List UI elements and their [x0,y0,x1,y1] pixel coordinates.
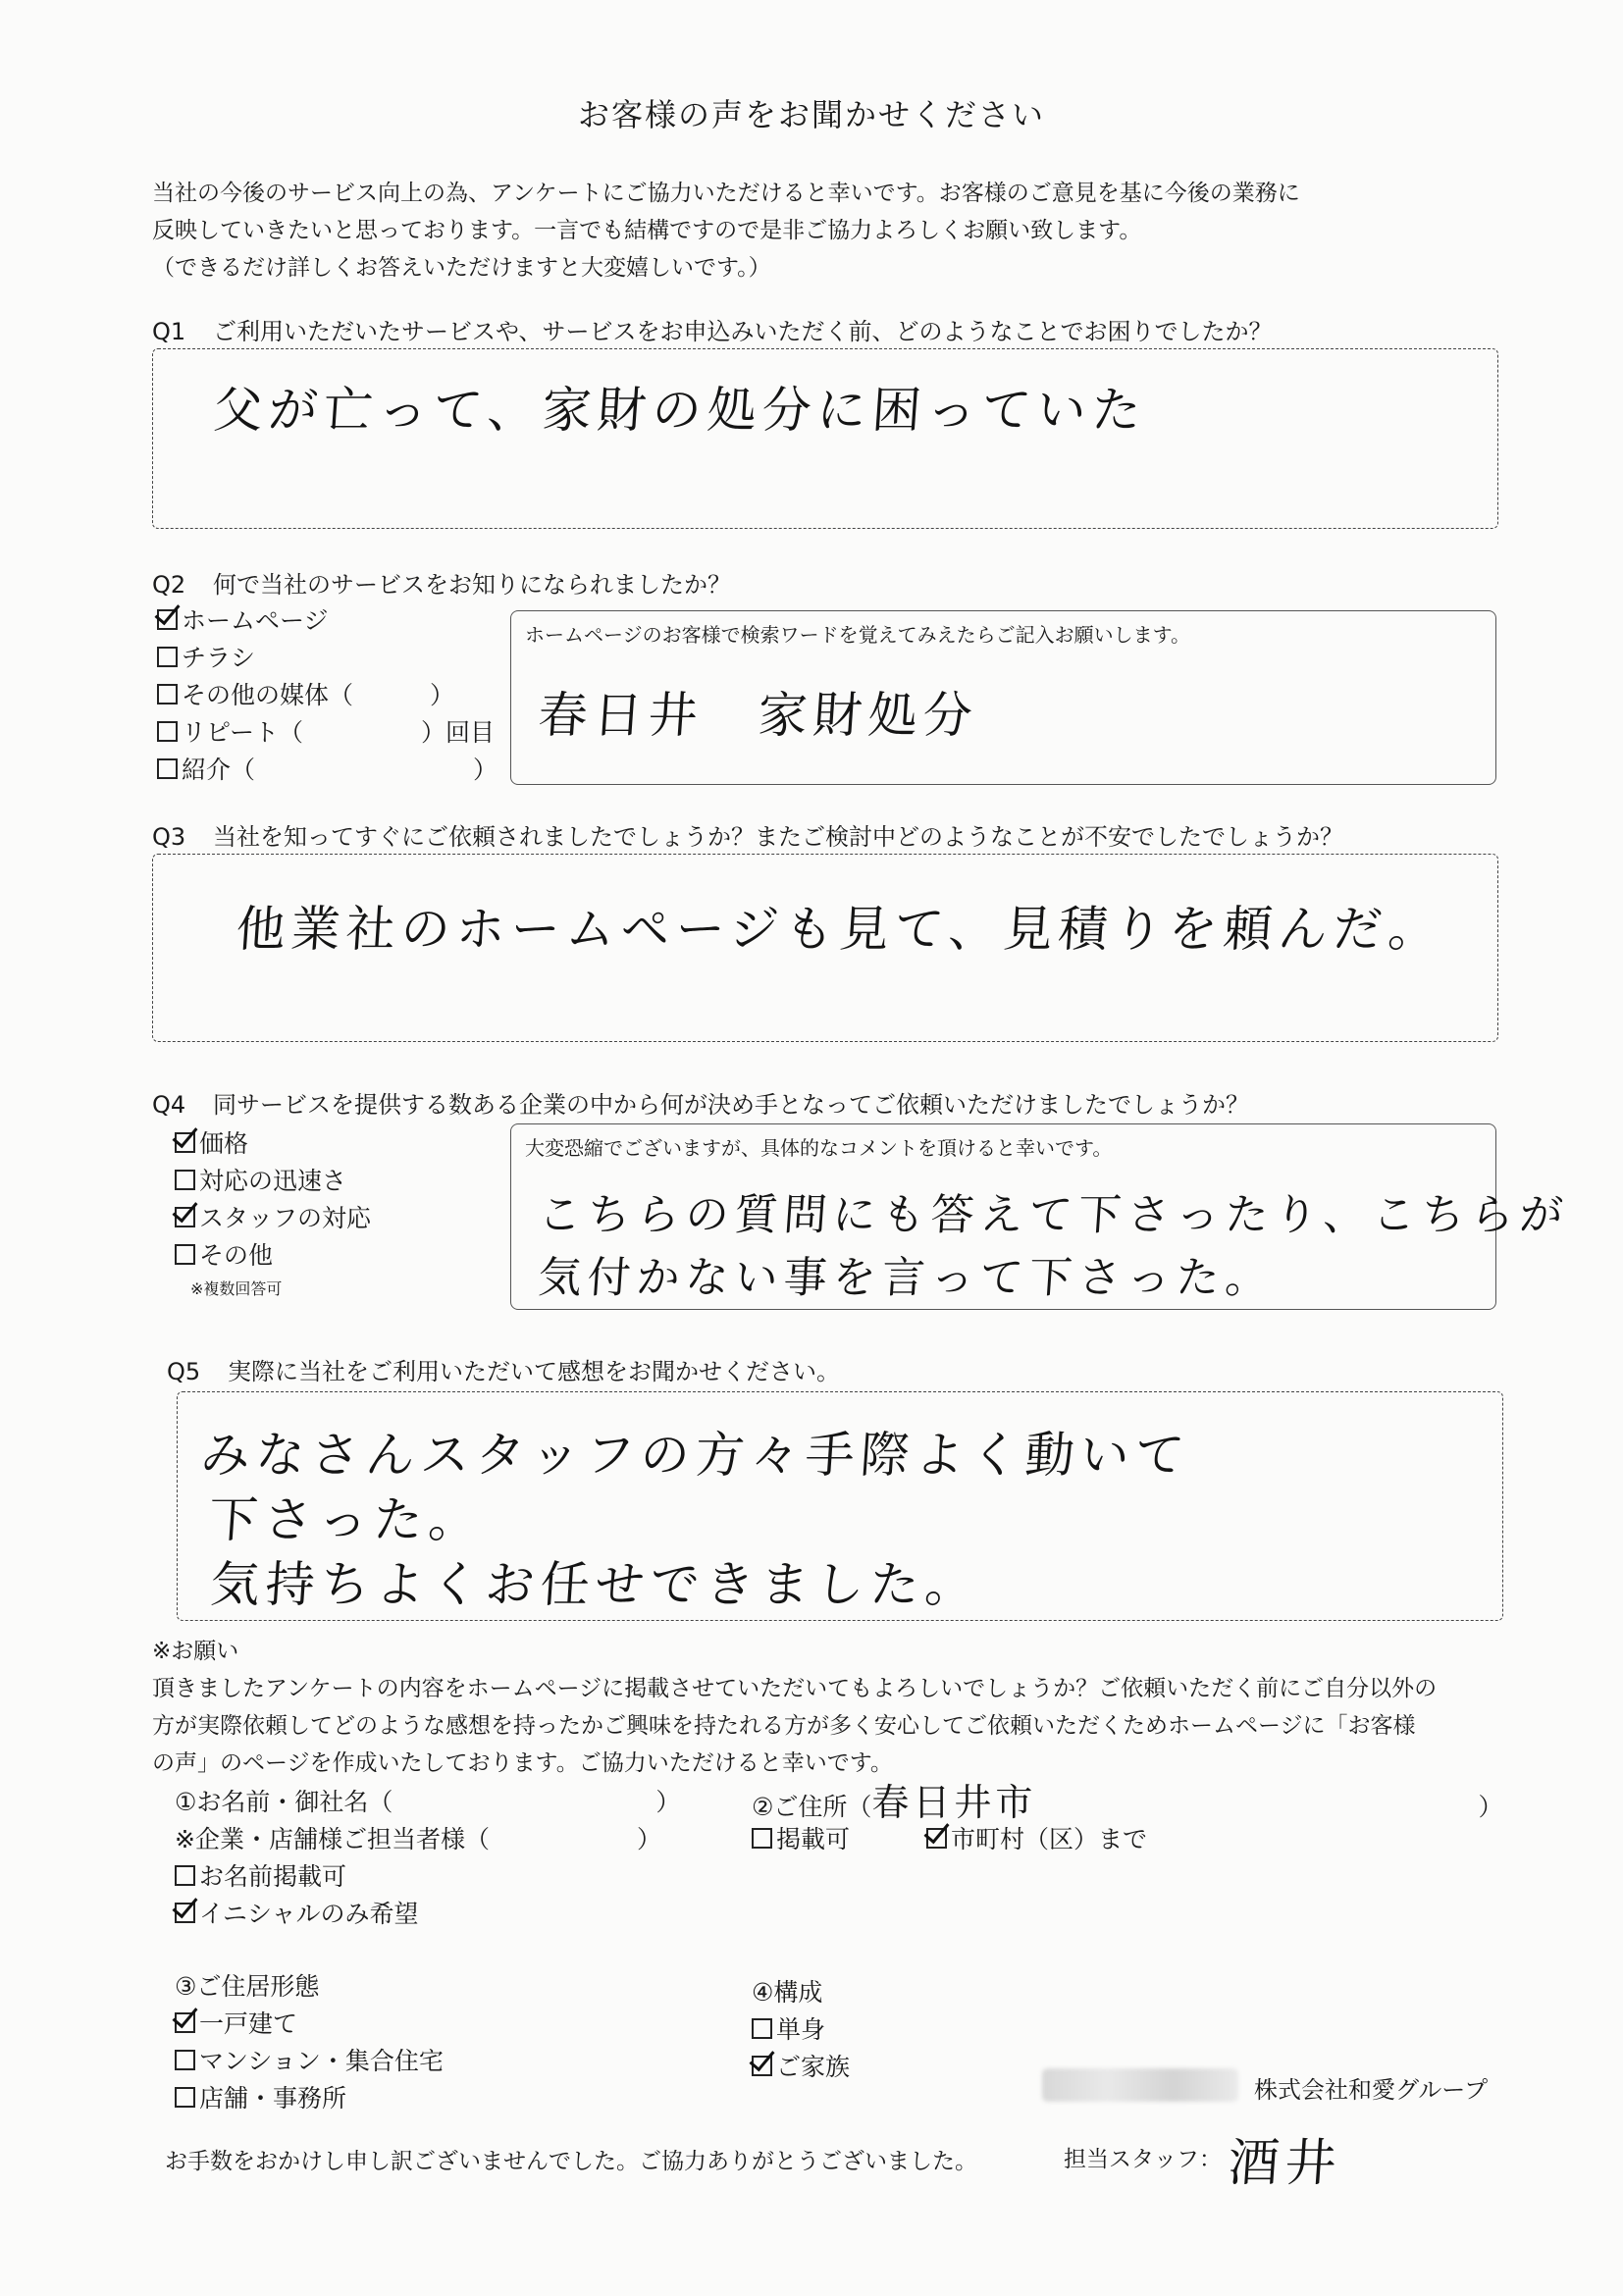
company-stamp [1042,2068,1238,2102]
page-title: お客様の声をお聞かせください [577,96,1045,133]
q4-hint: 大変恐縮でございますが、具体的なコメントを頂けると幸いです。 [525,1136,1113,1160]
q3-label: Q3 [152,823,186,851]
checkbox[interactable] [175,1170,195,1190]
q4-note: ※複数回答可 [190,1279,283,1298]
q2-option-flyer[interactable]: チラシ [157,640,510,677]
request-line: の声」のページを作成いたしております。ご協力いただけると幸いです。 [152,1750,893,1776]
q5-answer-line: 下さった。 [206,1491,486,1548]
residence-apartment-option[interactable]: マンション・集合住宅 [175,2043,444,2080]
composition-label: ④構成 [752,1978,823,2007]
checkbox[interactable] [926,1828,947,1849]
name-publish-ok-option[interactable]: お名前掲載可 [175,1858,346,1896]
address-city-only-option[interactable]: 市町村（区）まで [926,1821,1147,1858]
q2-label: Q2 [152,571,186,599]
q2-option-referral[interactable]: 紹介（ ） [157,752,510,789]
q2-option-homepage[interactable]: ホームページ [157,602,510,640]
q1-answer: 父が亡って、家財の処分に困っていた [211,382,1149,439]
q3-answer: 他業社のホームページも見て、見積りを頼んだ。 [234,901,1445,958]
checkbox[interactable] [157,609,178,630]
address-field[interactable]: ②ご住所（春日井市 ） [752,1781,1503,1824]
residence-house-option[interactable]: 一戸建て [175,2006,297,2043]
q2-question [152,565,731,600]
q2-option-other-media[interactable]: その他の媒体（ ） [157,677,510,714]
checkbox[interactable] [175,1865,195,1886]
intro-line: 当社の今後のサービス向上の為、アンケートにご協力いただけると幸いです。お客様のご意見を基に今後の業務に [152,181,1300,206]
checkbox[interactable] [175,2050,195,2070]
q4-answer-line: こちらの質問にも答えて下さったり、こちらが [536,1190,1571,1240]
q3-answer-box[interactable] [152,854,1498,1042]
initials-only-option[interactable]: イニシャルのみ希望 [175,1896,419,1933]
q2-answer: 春日井 家財処分 [536,687,980,744]
q5-answer-line: みなさんスタッフの方々手際よく動いて [198,1427,1192,1484]
request-section [152,1633,1545,1782]
composition-family-option[interactable]: ご家族 [752,2049,850,2086]
q1-answer-box[interactable] [152,348,1498,529]
q3-question [152,817,1343,852]
q4-question [152,1085,1249,1120]
checkbox[interactable] [175,2012,195,2033]
intro-line: （できるだけ詳しくお答えいただけますと大変嬉しいです。） [152,255,771,281]
intro-text [152,175,1526,287]
q4-text: 同サービスを提供する数ある企業の中から何が決め手となってご依頼いただけましたでしょうか？ [213,1091,1249,1119]
request-line: 方が実際依頼してどのような感想を持ったかご興味を持たれる方が多く安心してご依頼いただくためホームページに「お客様 [152,1713,1416,1739]
checkbox[interactable] [157,647,178,667]
q4-options [175,1125,508,1299]
checkbox[interactable] [752,2018,772,2039]
composition-single-option[interactable]: 単身 [752,2011,825,2049]
q2-hint: ホームページのお客様で検索ワードを覚えてみえたらご記入お願いします。 [525,623,1190,647]
q1-text: ご利用いただいたサービスや、サービスをお申込みいただく前、どのようなことでお困りでしたか？ [213,318,1273,345]
q4-option-other[interactable]: その他 [175,1237,508,1275]
checkbox[interactable] [175,1207,195,1227]
q4-answer-line: 気付かない事を言って下さった。 [536,1253,1277,1303]
checkbox[interactable] [175,1132,195,1153]
checkbox[interactable] [175,1244,195,1265]
residence-label: ③ご住居形態 [175,1972,320,2001]
intro-line: 反映していきたいと思っております。一言でも結構ですので是非ご協力よろしくお願い致します。 [152,218,1142,243]
address-publish-ok-option[interactable]: 掲載可 [752,1821,850,1858]
q3-text: 当社を知ってすぐにご依頼されましたでしょうか？またご検討中どのようなことが不安でしたでしょうか？ [213,823,1343,851]
staff-signature: 酒井 [1226,2134,1344,2193]
q1-label: Q1 [152,318,186,345]
staff-label: 担当スタッフ： [1064,2147,1222,2172]
q5-question [167,1352,840,1386]
checkbox[interactable] [752,1828,772,1849]
corp-contact-field[interactable]: ※企業・店舗様ご担当者様（ ） [175,1825,661,1853]
residence-office-option[interactable]: 店舗・事務所 [175,2080,346,2117]
q5-label: Q5 [167,1358,201,1385]
company-name: 株式会社和愛グループ [1254,2076,1489,2104]
q4-option-speed[interactable]: 対応の迅速さ [175,1163,508,1200]
q5-answer-box[interactable] [177,1391,1503,1621]
checkbox[interactable] [157,758,178,779]
request-heading: ※お願い [152,1639,239,1664]
checkbox[interactable] [175,2087,195,2108]
address-value: 春日井市 [871,1781,1037,1824]
q5-answer-line: 気持ちよくお任せできました。 [208,1556,982,1613]
q4-label: Q4 [152,1091,186,1119]
checkbox[interactable] [752,2056,772,2076]
footer-thanks: お手数をおかけし申し訳ございませんでした。ご協力ありがとうございました。 [165,2149,977,2174]
request-line: 頂きましたアンケートの内容をホームページに掲載させていただいてもよろしいでしょうか？ご依頼いただく前にご自分以外の [152,1676,1438,1701]
q2-option-repeat[interactable]: リピート（ ）回目 [157,714,510,752]
checkbox[interactable] [175,1903,195,1923]
q2-search-word-box[interactable] [510,610,1496,785]
q2-options [157,602,510,789]
q4-option-staff[interactable]: スタッフの対応 [175,1200,508,1237]
q1-question [152,312,1273,346]
q4-comment-box[interactable] [510,1123,1571,1310]
q2-text: 何で当社のサービスをお知りになられましたか？ [213,571,731,599]
name-field[interactable]: ①お名前・御社名（ ） [175,1788,681,1816]
q4-option-price[interactable]: 価格 [175,1125,508,1163]
q5-text: 実際に当社をご利用いただいて感想をお聞かせください。 [228,1358,840,1385]
checkbox[interactable] [157,684,178,704]
checkbox[interactable] [157,721,178,742]
